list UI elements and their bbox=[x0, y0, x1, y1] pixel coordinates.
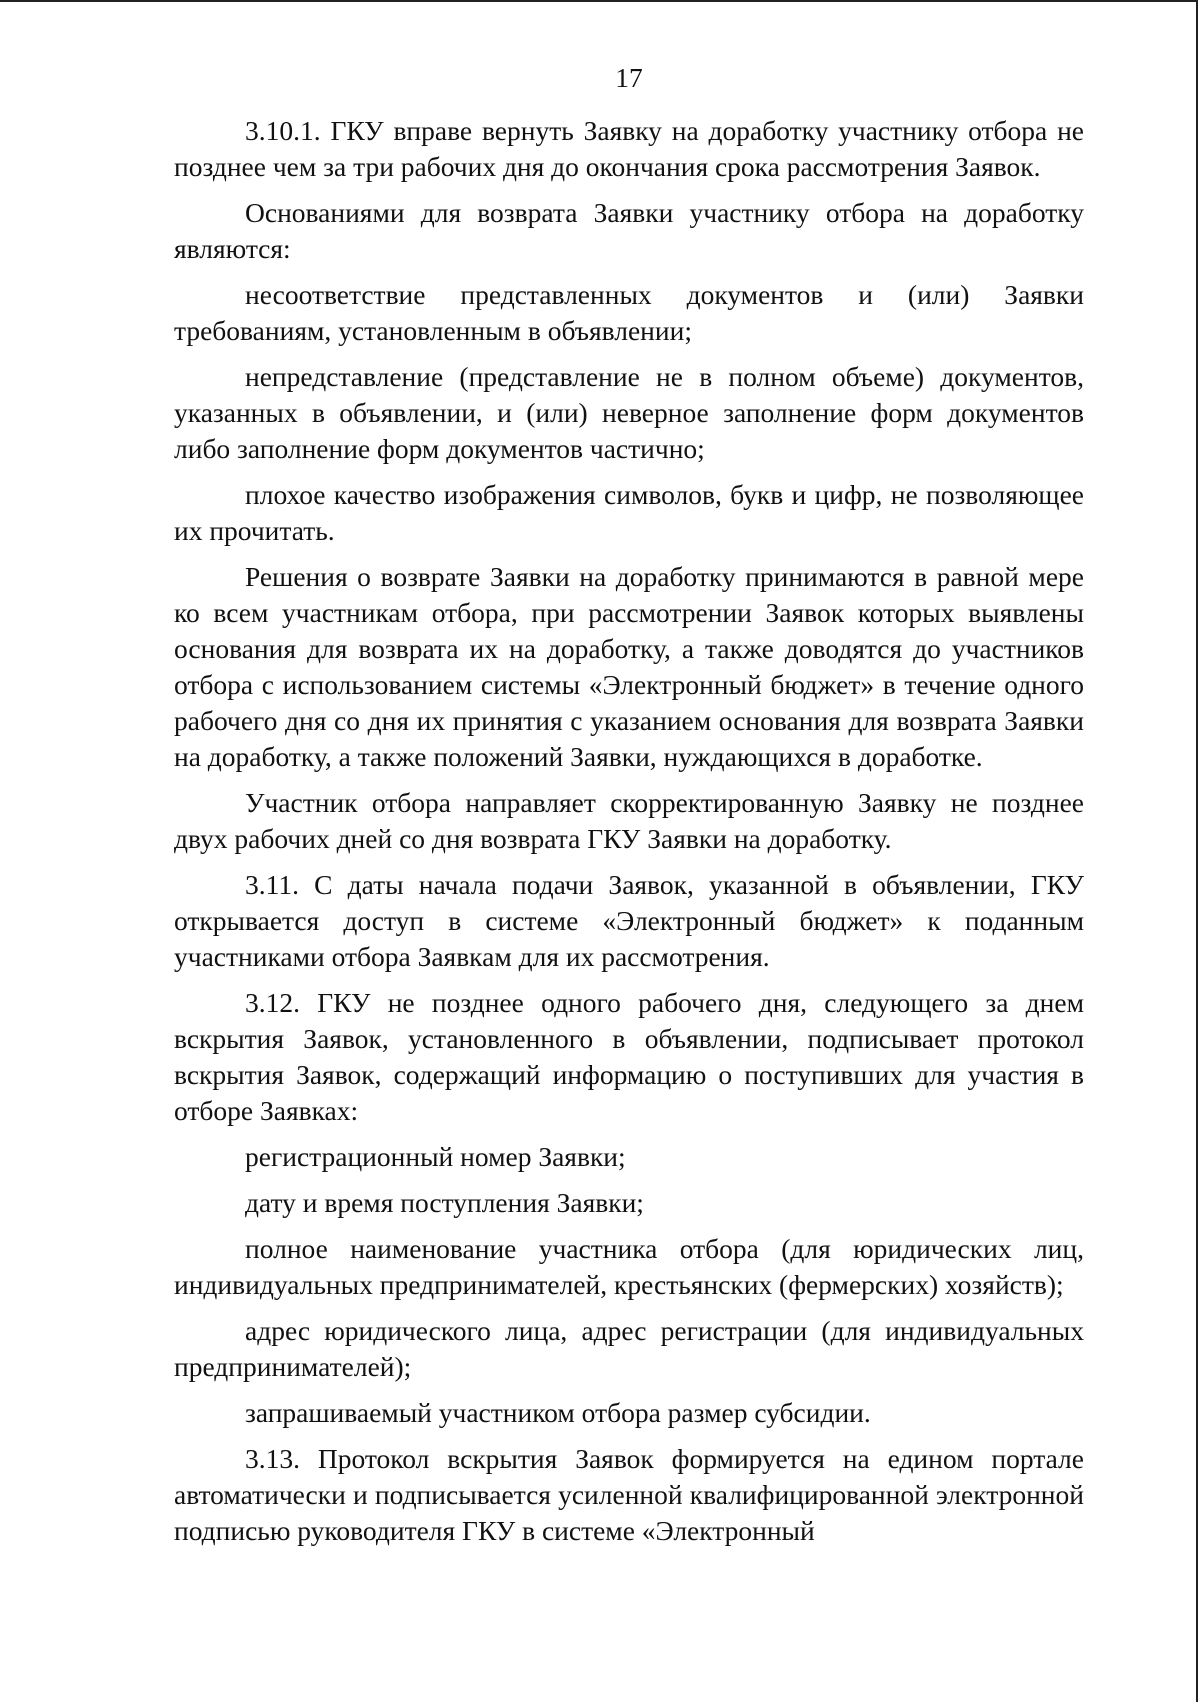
paragraph-grounds-intro: Основаниями для возврата Заявки участнику отбора на доработку являются: bbox=[174, 197, 1084, 264]
paragraph-3-10-1: 3.10.1. ГКУ вправе вернуть Заявку на доработку участнику отбора не позднее чем за три рабочих дня до окончания срока рассмотрения Заявок. bbox=[174, 115, 1084, 182]
paragraph-ground-mismatch: несоответствие представленных документов и (или) Заявки требованиям, установленным в объявлении; bbox=[174, 279, 1084, 346]
paragraph-3-12: 3.12. ГКУ не позднее одного рабочего дня, следующего за днем вскрытия Заявок, установленного в объявлении, подписывает протокол вскрытия Заявок, содержащий информацию о поступивших для участия в отборе Заявках: bbox=[174, 987, 1084, 1126]
paragraph-item-full-name: полное наименование участника отбора (для юридических лиц, индивидуальных предпринимателей, крестьянских (фермерских) хозяйств); bbox=[174, 1233, 1084, 1300]
paragraph-item-date-time: дату и время поступления Заявки; bbox=[245, 1187, 644, 1218]
document-page bbox=[174, 60, 1084, 1549]
paragraph-3-13: 3.13. Протокол вскрытия Заявок формируется на едином портале автоматически и подписывается усиленной квалифицированной электронной подписью руководителя ГКУ в системе «Электронный bbox=[174, 1443, 1084, 1546]
paragraph-item-subsidy: запрашиваемый участником отбора размер субсидии. bbox=[245, 1397, 871, 1428]
paragraph-item-reg-number: регистрационный номер Заявки; bbox=[245, 1141, 626, 1172]
paragraph-ground-quality: плохое качество изображения символов, букв и цифр, не позволяющее их прочитать. bbox=[174, 479, 1084, 546]
paragraph-ground-incomplete: непредставление (представление не в полном объеме) документов, указанных в объявлении, и (или) неверное заполнение форм документов либо заполнение форм документов частично; bbox=[174, 361, 1084, 464]
paragraph-item-address: адрес юридического лица, адрес регистрации (для индивидуальных предпринимателей); bbox=[174, 1315, 1084, 1382]
page-number: 17 bbox=[615, 62, 643, 93]
paragraph-3-11: 3.11. С даты начала подачи Заявок, указанной в объявлении, ГКУ открывается доступ в системе «Электронный бюджет» к поданным участниками отбора Заявкам для их рассмотрения. bbox=[174, 869, 1084, 972]
paragraph-return-decisions: Решения о возврате Заявки на доработку принимаются в равной мере ко всем участникам отбора, при рассмотрении Заявок которых выявлены основания для возврата их на доработку, а также доводятся до участников отбора с использованием системы «Электронный бюджет» в течение одного рабочего дня со дня их принятия с указанием основания для возврата Заявки на доработку, а также положений Заявки, нуждающихся в доработке. bbox=[174, 561, 1084, 772]
paragraph-resubmission: Участник отбора направляет скорректированную Заявку не позднее двух рабочих дней со дня возврата ГКУ Заявки на доработку. bbox=[174, 787, 1084, 854]
